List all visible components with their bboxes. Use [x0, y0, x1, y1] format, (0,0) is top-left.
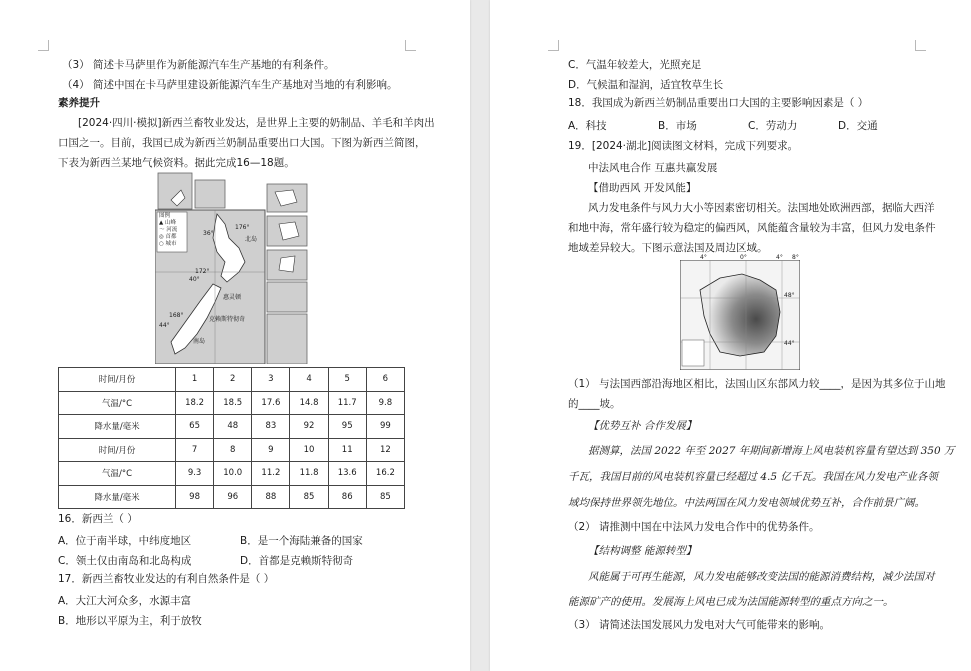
material-subheading: 【借助西风 开发风能】 [588, 182, 697, 194]
table-cell: 11.8 [290, 462, 328, 486]
table-cell: 11.7 [328, 391, 366, 415]
table-row [59, 391, 405, 415]
legend-item: ○ 城市 [159, 241, 177, 247]
france-map [680, 254, 800, 370]
sub-question-3: （3） 请简述法国发展风力发电对大气可能带来的影响。 [568, 619, 831, 631]
table-cell: 7 [176, 438, 214, 462]
table-cell: 时间/月份 [59, 368, 176, 392]
table-cell: 3 [252, 368, 290, 392]
map-label: 4° [700, 254, 707, 261]
table-cell: 11.2 [252, 462, 290, 486]
map-label: 48° [784, 292, 795, 299]
legend-title: 图例 [159, 213, 171, 219]
material-heading: 中法风电合作 互惠共赢发展 [588, 162, 718, 174]
table-cell: 17.6 [252, 391, 290, 415]
section-title: 素养提升 [58, 97, 100, 109]
paragraph-line: 据测算，法国 2022 年至 2027 年期间新增海上风电装机容量有望达到 350 万 [588, 445, 955, 457]
option-a: A．大江大河众多，水源丰富 [58, 595, 192, 607]
table-cell: 8 [214, 438, 252, 462]
paragraph-line: 地域差异较大。下图示意法国及周边区域。 [568, 242, 768, 254]
map-label: 44° [784, 340, 795, 347]
table-cell: 65 [176, 415, 214, 439]
table-cell: 2 [214, 368, 252, 392]
right-page [490, 0, 971, 671]
question-16: 16．新西兰（ ） [58, 513, 138, 525]
map-label: 168° [169, 312, 184, 319]
table-cell: 14.8 [290, 391, 328, 415]
table-cell: 18.2 [176, 391, 214, 415]
map-label: 8° [792, 254, 799, 261]
legend-item: 〜 河流 [159, 227, 178, 233]
map-label: 北岛 [245, 236, 258, 243]
table-cell: 气温/°C [59, 391, 176, 415]
question-4: （4） 简述中国在卡马萨里建设新能源汽车生产基地对当地的有利影响。 [62, 79, 398, 91]
option-c: C．领土仅由南岛和北岛构成 [58, 555, 192, 567]
map-label: 176° [235, 224, 250, 231]
table-cell: 48 [214, 415, 252, 439]
corner-mark [548, 40, 559, 51]
table-cell: 83 [252, 415, 290, 439]
paragraph-line: 风能属于可再生能源，风力发电能够改变法国的能源消费结构，减少法国对 [588, 571, 935, 583]
legend-item: ◎ 首都 [159, 234, 177, 240]
table-cell: 6 [366, 368, 404, 392]
left-page [0, 0, 470, 671]
option-b: B．地形以平原为主，利于放牧 [58, 615, 202, 627]
table-cell: 11 [328, 438, 366, 462]
table-cell: 92 [290, 415, 328, 439]
nz-map-svg [155, 172, 310, 364]
table-cell: 1 [176, 368, 214, 392]
material-subheading: 【结构调整 能源转型】 [588, 545, 697, 557]
option-d: D．气候温和湿润，适宜牧草生长 [568, 79, 724, 91]
table-cell: 9.3 [176, 462, 214, 486]
table-cell: 98 [176, 485, 214, 509]
table-cell: 10.0 [214, 462, 252, 486]
material-subheading: 【优势互补 合作发展】 [588, 420, 697, 432]
table-cell: 85 [290, 485, 328, 509]
table-cell: 4 [290, 368, 328, 392]
france-map-svg [680, 260, 800, 370]
map-label: 克赖斯特彻奇 [209, 316, 246, 323]
table-cell: 9 [252, 438, 290, 462]
option-a: A．科技 [568, 120, 607, 132]
table-row [59, 368, 405, 392]
sub-question-1-cont: 的____坡。 [568, 398, 621, 410]
table-cell: 9.8 [366, 391, 404, 415]
option-c: C．劳动力 [748, 120, 798, 132]
climate-table [58, 367, 405, 509]
paragraph-line: 千瓦，我国目前的风电装机容量已经超过 4.5 亿千瓦。我国在风力发电产业各领 [568, 471, 938, 483]
corner-mark [405, 40, 416, 51]
map-label: 36° [203, 230, 214, 237]
option-b: B．是一个海陆兼备的国家 [240, 535, 363, 547]
table-cell: 降水量/毫米 [59, 485, 176, 509]
table-row [59, 415, 405, 439]
table-cell: 99 [366, 415, 404, 439]
option-c: C．气温年较差大，光照充足 [568, 59, 702, 71]
intro-line: [2024·四川·模拟]新西兰畜牧业发达，是世界上主要的奶制品、羊毛和羊肉出 [78, 117, 435, 129]
map-label: 4° [776, 254, 783, 261]
corner-mark [38, 40, 49, 51]
table-cell: 时间/月份 [59, 438, 176, 462]
question-18: 18．我国成为新西兰奶制品重要出口大国的主要影响因素是（ ） [568, 97, 869, 109]
map-label: 惠灵顿 [223, 294, 242, 301]
map-label: 40° [189, 276, 200, 283]
option-a: A．位于南半球，中纬度地区 [58, 535, 192, 547]
intro-line: 口国之一。目前，我国已成为新西兰奶制品重要出口大国。下图为新西兰简图， [58, 137, 426, 149]
table-cell: 86 [328, 485, 366, 509]
option-b: B．市场 [658, 120, 697, 132]
table-row [59, 462, 405, 486]
question-19: 19．[2024·湖北]阅读图文材料，完成下列要求。 [568, 140, 799, 152]
map-label: 0° [740, 254, 747, 261]
paragraph-line: 域均保持世界领先地位。中法两国在风力发电领域优势互补，合作前景广阔。 [568, 497, 925, 509]
table-cell: 96 [214, 485, 252, 509]
question-17: 17．新西兰畜牧业发达的有利自然条件是（ ） [58, 573, 275, 585]
option-d: D．交通 [838, 120, 878, 132]
table-row [59, 438, 405, 462]
option-d: D．首都是克赖斯特彻奇 [240, 555, 354, 567]
paragraph-line: 和地中海，常年盛行较为稳定的偏西风，风能蕴含量较为丰富，但风力发电条件 [568, 222, 936, 234]
table-cell: 5 [328, 368, 366, 392]
corner-mark [915, 40, 926, 51]
intro-line: 下表为新西兰某地气候资料。据此完成16—18题。 [58, 157, 295, 169]
map-legend [159, 213, 177, 248]
paragraph-line: 风力发电条件与风力大小等因素密切相关。法国地处欧洲西部，据临大西洋 [588, 202, 935, 214]
table-row [59, 485, 405, 509]
table-cell: 88 [252, 485, 290, 509]
table-cell: 85 [366, 485, 404, 509]
table-cell: 18.5 [214, 391, 252, 415]
table-cell: 95 [328, 415, 366, 439]
map-label: 172° [195, 268, 210, 275]
table-cell: 10 [290, 438, 328, 462]
table-cell: 16.2 [366, 462, 404, 486]
legend-item: ▲ 山峰 [159, 220, 176, 226]
paragraph-line: 能源矿产的使用。发展海上风电已成为法国能源转型的重点方向之一。 [568, 596, 894, 608]
sub-question-1: （1） 与法国西部沿海地区相比，法国山区东部风力较____，是因为其多位于山地 [568, 378, 946, 390]
table-cell: 12 [366, 438, 404, 462]
table-cell: 13.6 [328, 462, 366, 486]
table-cell: 降水量/毫米 [59, 415, 176, 439]
sub-question-2: （2） 请推测中国在中法风力发电合作中的优势条件。 [568, 521, 820, 533]
map-label: 44° [159, 322, 170, 329]
new-zealand-map [155, 172, 310, 364]
table-cell: 气温/°C [59, 462, 176, 486]
question-3: （3） 简述卡马萨里作为新能源汽车生产基地的有利条件。 [62, 59, 335, 71]
map-label: 南岛 [193, 338, 206, 345]
